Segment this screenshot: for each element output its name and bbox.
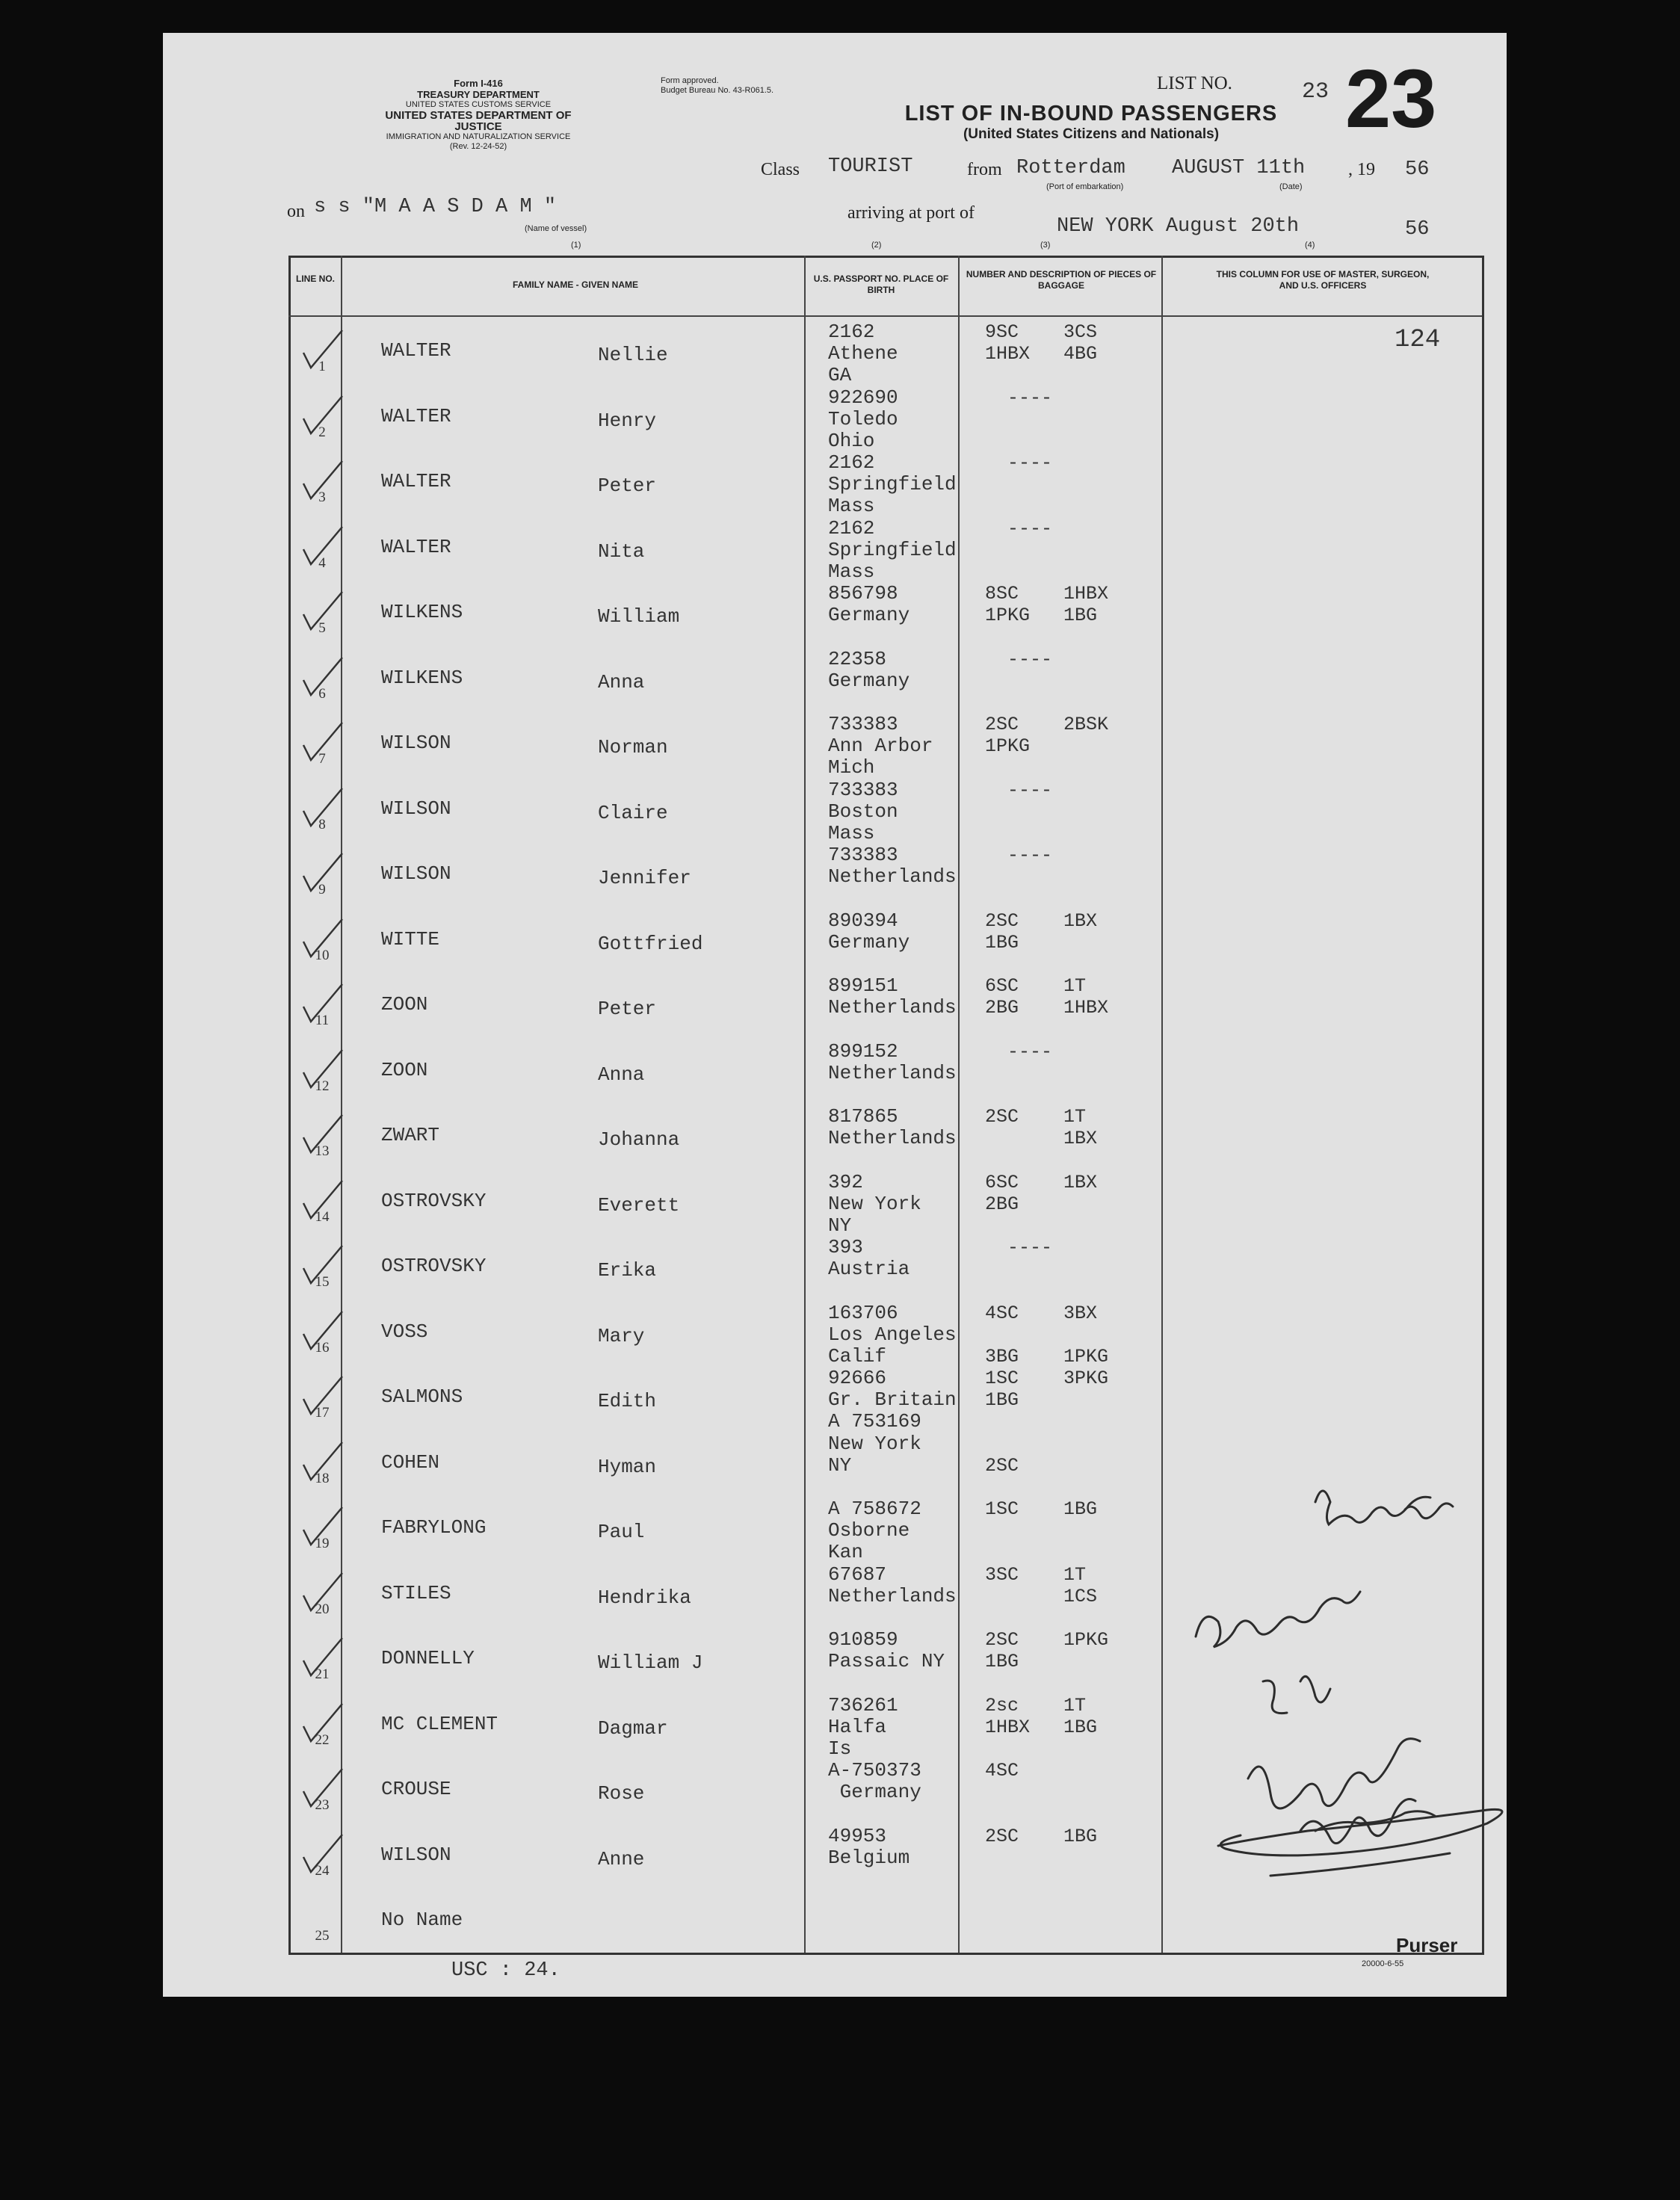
from-label: from — [967, 160, 1002, 179]
family-name: FABRYLONG — [381, 1516, 487, 1539]
approval-line: Form approved. — [661, 76, 719, 85]
family-name: WILSON — [381, 797, 451, 820]
passenger-row — [288, 971, 1480, 1036]
passport-birthplace: 67687 Netherlands — [828, 1563, 957, 1607]
baggage-description: 2SC 1PKG 1BG — [985, 1629, 1109, 1672]
line-number: 14 — [315, 1208, 330, 1225]
col-header-passport: U.S. PASSPORT NO. PLACE OF BIRTH — [813, 274, 949, 295]
given-name: Rose — [598, 1782, 645, 1805]
passport-birthplace: 856798 Germany — [828, 582, 910, 626]
line-number: 15 — [315, 1274, 330, 1290]
baggage-description: 2SC 2BSK 1PKG — [985, 714, 1109, 757]
baggage-description: 6SC 1BX 2BG — [985, 1171, 1098, 1215]
passport-birthplace: 899151 Netherlands — [828, 974, 957, 1019]
family-name: WILSON — [381, 1843, 451, 1866]
baggage-description: ---- — [985, 1040, 1053, 1063]
given-name: Claire — [598, 801, 668, 824]
passenger-row — [288, 709, 1480, 779]
given-name: Dagmar — [598, 1717, 668, 1740]
line-number: 9 — [318, 882, 326, 897]
passenger-row — [288, 1232, 1480, 1298]
given-name: Jennifer — [598, 867, 691, 889]
line-number: 21 — [315, 1666, 330, 1682]
vessel-name: s s "M A A S D A M " — [314, 196, 557, 218]
form-header-left — [374, 78, 583, 152]
line-number: 17 — [315, 1405, 330, 1421]
line-number: 1 — [318, 359, 326, 374]
given-name: Norman — [598, 736, 668, 758]
vessel-note: (Name of vessel) — [525, 224, 587, 233]
passport-birthplace: 163706 Los Angeles Calif — [828, 1301, 957, 1368]
baggage-description: ---- — [985, 648, 1053, 670]
line-number: 16 — [315, 1339, 330, 1356]
family-name: WALTER — [381, 404, 451, 427]
class-label: Class — [761, 160, 800, 179]
passenger-row — [288, 513, 1480, 583]
passenger-row — [288, 906, 1480, 971]
family-name: WALTER — [381, 339, 451, 362]
form-title: LIST OF IN-BOUND PASSENGERS — [904, 102, 1278, 126]
given-name: Peter — [598, 998, 657, 1020]
passport-birthplace: 890394 Germany — [828, 909, 910, 954]
line-number: 3 — [318, 489, 326, 505]
officer-note: 124 — [1395, 326, 1441, 354]
line-number: 7 — [318, 751, 326, 767]
passenger-row — [288, 644, 1480, 710]
passport-birthplace: 392 New York NY — [828, 1170, 921, 1237]
given-name: Nellie — [598, 344, 668, 366]
family-name: DONNELLY — [381, 1647, 475, 1669]
baggage-description: 4SC 3BX 3BG 1PKG — [985, 1302, 1109, 1368]
form-number: Form I-416 — [454, 78, 503, 89]
baggage-description: ---- — [985, 779, 1053, 801]
given-name: Peter — [598, 475, 657, 497]
line-number: 24 — [315, 1862, 330, 1879]
passport-birthplace: 899152 Netherlands — [828, 1039, 957, 1084]
dept-justice-sub: IMMIGRATION AND NATURALIZATION SERVICE — [386, 132, 571, 141]
passport-birthplace: 2162 Athene GA — [828, 321, 898, 386]
passenger-row — [288, 448, 1480, 517]
year-prefix: , 19 — [1348, 160, 1375, 179]
col-header-baggage: NUMBER AND DESCRIPTION OF PIECES OF BAGGAGE — [966, 269, 1157, 291]
line-number: 8 — [318, 816, 326, 832]
given-name: Gottfried — [598, 932, 703, 955]
form-revision: (Rev. 12-24-52) — [449, 142, 507, 151]
passenger-row — [288, 775, 1480, 844]
line-number: 12 — [315, 1078, 330, 1094]
baggage-description: 9SC 3CS 1HBX 4BG — [985, 321, 1098, 365]
line-number: 2 — [318, 424, 326, 440]
given-name: Erika — [598, 1259, 657, 1282]
line-number: 10 — [315, 947, 330, 963]
family-name: OSTROVSKY — [381, 1189, 487, 1212]
budget-line: Budget Bureau No. 43-R061.5. — [661, 86, 774, 95]
family-name: OSTROVSKY — [381, 1255, 487, 1277]
dept-treasury: TREASURY DEPARTMENT — [417, 89, 540, 100]
given-name: Henry — [598, 409, 657, 432]
dept-treasury-sub: UNITED STATES CUSTOMS SERVICE — [405, 100, 552, 109]
form-title-block — [897, 102, 1285, 143]
family-name: VOSS — [381, 1320, 428, 1343]
line-number: 25 — [315, 1928, 330, 1944]
family-name: WILSON — [381, 862, 451, 885]
on-label: on — [287, 202, 305, 221]
col-header-name: FAMILY NAME - GIVEN NAME — [512, 279, 639, 290]
handwritten-officer-notes — [1181, 1457, 1510, 1965]
family-name: WILSON — [381, 732, 451, 754]
passport-birthplace: A 758672 Osborne Kan — [828, 1498, 921, 1563]
passport-birthplace: 2162 Springfield Mass — [828, 451, 957, 517]
departure-date: AUGUST 11th — [1172, 157, 1306, 179]
passenger-row — [288, 1298, 1480, 1368]
passport-birthplace: 22358 Germany — [828, 647, 910, 692]
passenger-row — [288, 317, 1480, 386]
line-number: 19 — [315, 1536, 330, 1551]
passenger-row — [288, 383, 1480, 452]
passport-birthplace: 393 Austria — [828, 1236, 910, 1280]
family-name: SALMONS — [381, 1385, 463, 1408]
col-header-line-no: LINE NO. — [295, 274, 335, 284]
passenger-row — [288, 578, 1480, 644]
purser-label: Purser — [1396, 1934, 1458, 1956]
passenger-row — [288, 1167, 1480, 1237]
given-name: William J — [598, 1651, 703, 1674]
list-no-stamp: 23 — [1345, 53, 1437, 145]
baggage-description: 2SC 1T 1BX — [985, 1106, 1098, 1149]
line-number: 13 — [315, 1143, 330, 1159]
given-name: Anna — [598, 1063, 645, 1086]
year-value: 56 — [1405, 158, 1430, 181]
form-code: 20000-6-55 — [1362, 1959, 1404, 1968]
port-embark-note: (Port of embarkation) — [1046, 182, 1124, 191]
passport-birthplace: 49953 Belgium — [828, 1824, 910, 1869]
list-no-label: LIST NO. — [1157, 73, 1232, 93]
line-number: 5 — [318, 620, 326, 636]
given-name: William — [598, 605, 680, 628]
baggage-description: 2sc 1T 1HBX 1BG — [985, 1694, 1098, 1738]
baggage-description: 4SC — [985, 1760, 1019, 1782]
col-num-4: (4) — [1305, 241, 1315, 250]
baggage-description: ---- — [985, 386, 1053, 409]
usc-total: USC : 24. — [451, 1959, 560, 1982]
passport-birthplace: 736261 Halfa Is — [828, 1693, 898, 1760]
passenger-row — [288, 1363, 1480, 1433]
col-header-officers: THIS COLUMN FOR USE OF MASTER, SURGEON, AND U.S. OFFICERS — [1216, 269, 1430, 291]
given-name: Anna — [598, 670, 645, 693]
baggage-description: 1SC 1BG — [985, 1498, 1098, 1520]
family-name: ZOON — [381, 1058, 428, 1081]
passport-birthplace: 2162 Springfield Mass — [828, 516, 957, 583]
form-approval — [661, 76, 840, 96]
passenger-row — [288, 840, 1480, 906]
passport-birthplace: 733383 Netherlands — [828, 844, 957, 888]
col-num-2: (2) — [871, 241, 882, 250]
family-name: ZWART — [381, 1124, 440, 1146]
col-num-1: (1) — [571, 241, 581, 250]
line-number: 6 — [318, 685, 326, 702]
given-name: Hendrika — [598, 1586, 691, 1609]
line-number: 22 — [315, 1731, 330, 1748]
baggage-description: ---- — [985, 844, 1053, 866]
arriving-label: arriving at port of — [847, 203, 975, 223]
line-number: 20 — [315, 1601, 330, 1617]
date-note: (Date) — [1279, 182, 1303, 191]
baggage-description: ---- — [985, 1237, 1053, 1258]
port-of-embarkation: Rotterdam — [1016, 157, 1125, 179]
baggage-description: 2SC 1BX 1BG — [985, 909, 1098, 954]
given-name: Johanna — [598, 1128, 680, 1151]
given-name: Edith — [598, 1390, 657, 1412]
baggage-description: 8SC 1HBX 1PKG 1BG — [985, 583, 1109, 626]
arrival-port-date: NEW YORK August 20th — [1057, 215, 1300, 238]
given-name: Mary — [598, 1324, 645, 1347]
dept-justice: UNITED STATES DEPARTMENT OF JUSTICE — [385, 109, 572, 133]
line-number: 23 — [315, 1797, 330, 1813]
baggage-description: ---- — [985, 452, 1053, 474]
family-name: ZOON — [381, 993, 428, 1016]
passport-birthplace: 92666 Gr. Britain A 753169 — [828, 1367, 957, 1433]
passenger-row — [288, 1101, 1480, 1167]
baggage-description: 2SC 1BG — [985, 1825, 1098, 1847]
family-name: STILES — [381, 1581, 451, 1604]
given-name: Anne — [598, 1847, 645, 1870]
family-name: No Name — [381, 1909, 463, 1931]
class-value: TOURIST — [828, 155, 913, 178]
given-name: Everett — [598, 1193, 680, 1217]
passport-birthplace: 910859 Passaic NY — [828, 1628, 945, 1672]
list-no-typed: 23 — [1302, 79, 1330, 105]
passport-birthplace: A-750373 Germany — [828, 1759, 921, 1803]
baggage-description: ---- — [985, 517, 1053, 540]
given-name: Paul — [598, 1521, 645, 1543]
family-name: WALTER — [381, 470, 451, 492]
line-number: 18 — [315, 1470, 330, 1486]
baggage-description: 3SC 1T 1CS — [985, 1563, 1098, 1607]
family-name: MC CLEMENT — [381, 1712, 498, 1735]
family-name: COHEN — [381, 1450, 440, 1474]
col-num-3: (3) — [1040, 241, 1051, 250]
passport-birthplace: 922690 Toledo Ohio — [828, 386, 898, 452]
passport-birthplace: 733383 Boston Mass — [828, 778, 898, 844]
baggage-description: 1SC 3PKG 1BG — [985, 1368, 1109, 1411]
family-name: WILKENS — [381, 601, 463, 623]
given-name: Nita — [598, 540, 645, 563]
passport-birthplace: New York NY — [828, 1432, 921, 1477]
passport-birthplace: 733383 Ann Arbor Mich — [828, 713, 933, 779]
form-subtitle: (United States Citizens and Nationals) — [963, 126, 1220, 142]
family-name: WILKENS — [381, 666, 463, 689]
passenger-row — [288, 1036, 1480, 1102]
line-number: 4 — [318, 554, 326, 571]
passport-birthplace: 817865 Netherlands — [828, 1105, 957, 1149]
line-number: 11 — [315, 1013, 330, 1028]
family-name: WITTE — [381, 927, 440, 951]
baggage-description: 2SC — [985, 1454, 1019, 1477]
given-name: Hyman — [598, 1455, 657, 1478]
family-name: WALTER — [381, 535, 451, 558]
baggage-description: 6SC 1T 2BG 1HBX — [985, 975, 1109, 1019]
arrival-year: 56 — [1405, 218, 1430, 241]
family-name: CROUSE — [381, 1778, 451, 1800]
